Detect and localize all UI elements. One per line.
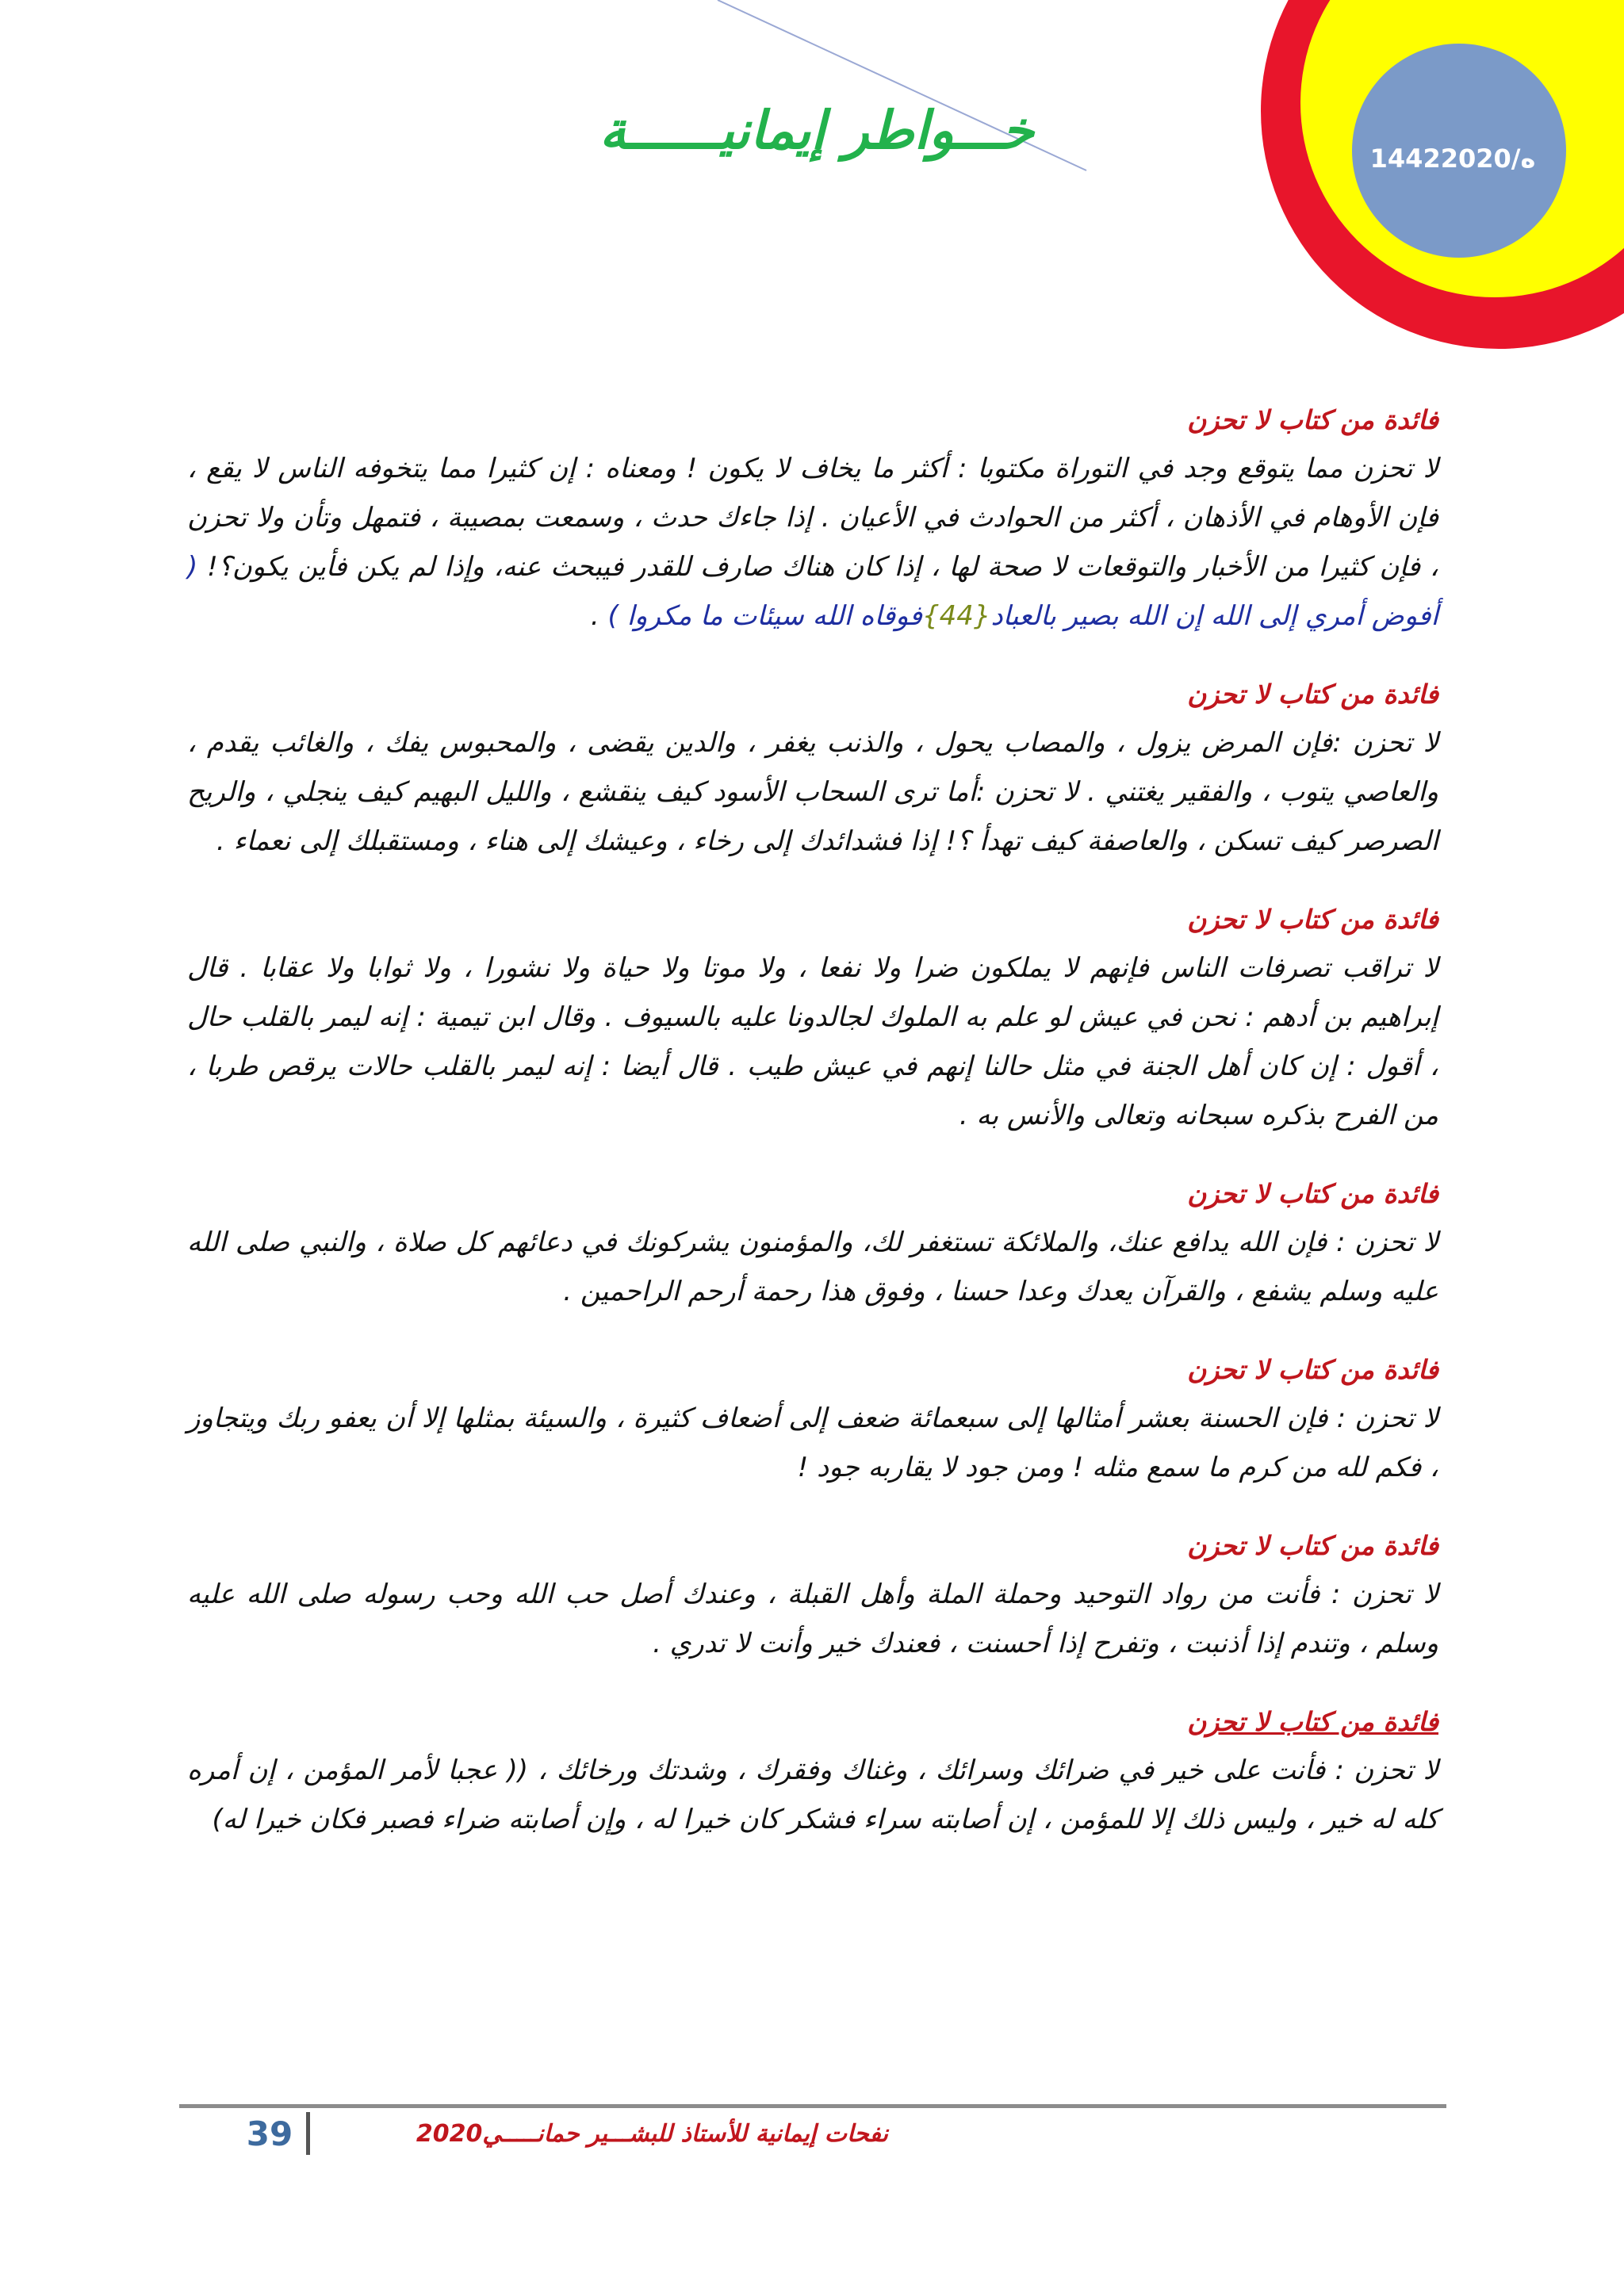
section-tail: .	[590, 600, 608, 632]
page-header-title: خـــواطر إيمانيــــــة	[599, 100, 1034, 161]
footer-rule	[179, 2104, 1446, 2108]
footer-text: نفحات إيمانية للأستاذ للبشـــير حمانـــــي2020	[416, 2120, 888, 2148]
section-body: لا تحزن : فأنت على خير في ضرائك وسرائك ، وغناك وفقرك ، وشدتك ورخائك ، (( عجبا لأمر المؤمن ، إن أمره كله له خير ، وليس ذلك إلا للمؤمن ، إن أصابته سراء فشكر كان خيرا له ، وإن أصابته ضراء فصبر فكان خيرا له)	[187, 1755, 1438, 1835]
page-number: 39	[246, 2114, 293, 2153]
benefit-section	[187, 1170, 1438, 1316]
section-body	[187, 444, 1438, 641]
section-heading: فائدة من كتاب لا تحزن	[1187, 1706, 1438, 1737]
section-body: لا تحزن :فإن المرض يزول ، والمصاب يحول ، والذنب يغفر ، والدين يقضى ، والمحبوس يفك ، والغائب يقدم ، والعاصي يتوب ، والفقير يغتني . لا تحزن :أما ترى السحاب الأسود كيف ينقشع ، والليل البهيم كيف ينجلي ، والريح الصرصر كيف تسكن ، والعاصفة كيف تهدأ ؟! إذا فشدائدك إلى رخاء ، وعيشك إلى هناء ، ومستقبلك إلى نعماء .	[187, 727, 1438, 857]
benefit-section	[187, 1346, 1438, 1492]
section-heading: فائدة من كتاب لا تحزن	[1187, 1178, 1438, 1209]
benefit-section	[187, 671, 1438, 866]
section-heading: فائدة من كتاب لا تحزن	[1187, 1530, 1438, 1561]
benefit-section	[187, 1522, 1438, 1668]
section-heading: فائدة من كتاب لا تحزن	[1187, 404, 1438, 435]
section-heading: فائدة من كتاب لا تحزن	[1187, 904, 1438, 935]
section-body: لا تراقب تصرفات الناس فإنهم لا يملكون ضرا ولا نفعا ، ولا موتا ولا حياة ولا نشورا ، ولا ثوابا ولا عقابا . قال إبراهيم بن أدهم : نحن في عيش لو علم به الملوك لجالدونا عليه بالسيوف . وقال ابن تيمية : إنه ليمر بالقلب حال ، أقول : إن كان أهل الجنة في مثل حالنا إنهم في عيش طيب . قال أيضا : إنه ليمر بالقلب حالات يرقص طربا ، من الفرح بذكره سبحانه وتعالى والأنس به .	[187, 952, 1438, 1131]
benefit-section	[187, 396, 1438, 641]
footer-divider	[306, 2112, 310, 2155]
article-content	[187, 396, 1438, 1874]
section-body: لا تحزن : فأنت من رواد التوحيد وحملة الملة وأهل القبلة ، وعندك أصل حب الله وحب رسوله صلى الله عليه وسلم ، وتندم إذا أذنبت ، وتفرح إذا أحسنت ، فعندك خير وأنت لا تدري .	[187, 1578, 1438, 1659]
section-body: لا تحزن : فإن الله يدافع عنك، والملائكة تستغفر لك، والمؤمنون يشركونك في دعائهم كل صلاة ، والنبي صلى الله عليه وسلم يشفع ، والقرآن يعدك وعدا حسنا ، وفوق هذا رحمة أرحم الراحمين .	[187, 1226, 1438, 1307]
section-heading: فائدة من كتاب لا تحزن	[1187, 1354, 1438, 1385]
benefit-section	[187, 896, 1438, 1140]
benefit-section	[187, 1698, 1438, 1844]
section-heading: فائدة من كتاب لا تحزن	[1187, 679, 1438, 710]
section-text: لا تحزن مما يتوقع وجد في التوراة مكتوبا : أكثر ما يخاف لا يكون ! ومعناه : إن كثيرا مما يتخوفه الناس لا يقع ، فإن الأوهام في الأذهان ، أكثر من الحوادث في الأعيان . إذا جاءك حدث ، وسمعت بمصيبة ، فتمهل وتأن ولا تحزن ، فإن كثيرا من الأخبار والتوقعات لا صحة لها ، إذا كان هناك صارف للقدر فيبحث عنه، وإذا لم يكن فأين يكون؟!	[187, 453, 1438, 583]
verse-number: {44}	[921, 600, 991, 632]
quran-verse-end: فوقاه الله سيئات ما مكروا )	[607, 600, 922, 632]
section-body: لا تحزن : فإن الحسنة بعشر أمثالها إلى سبعمائة ضعف إلى أضعاف كثيرة ، والسيئة بمثلها إلا أن يعفو ربك ويتجاوز ، فكم لله من كرم ما سمع مثله ! ومن جود لا يقاربه جود !	[187, 1402, 1438, 1483]
year-badge: 1442ه/2020	[1369, 144, 1536, 174]
quran-verse: ( أفوض أمري إلى الله إن الله بصير بالعباد	[187, 551, 1438, 632]
